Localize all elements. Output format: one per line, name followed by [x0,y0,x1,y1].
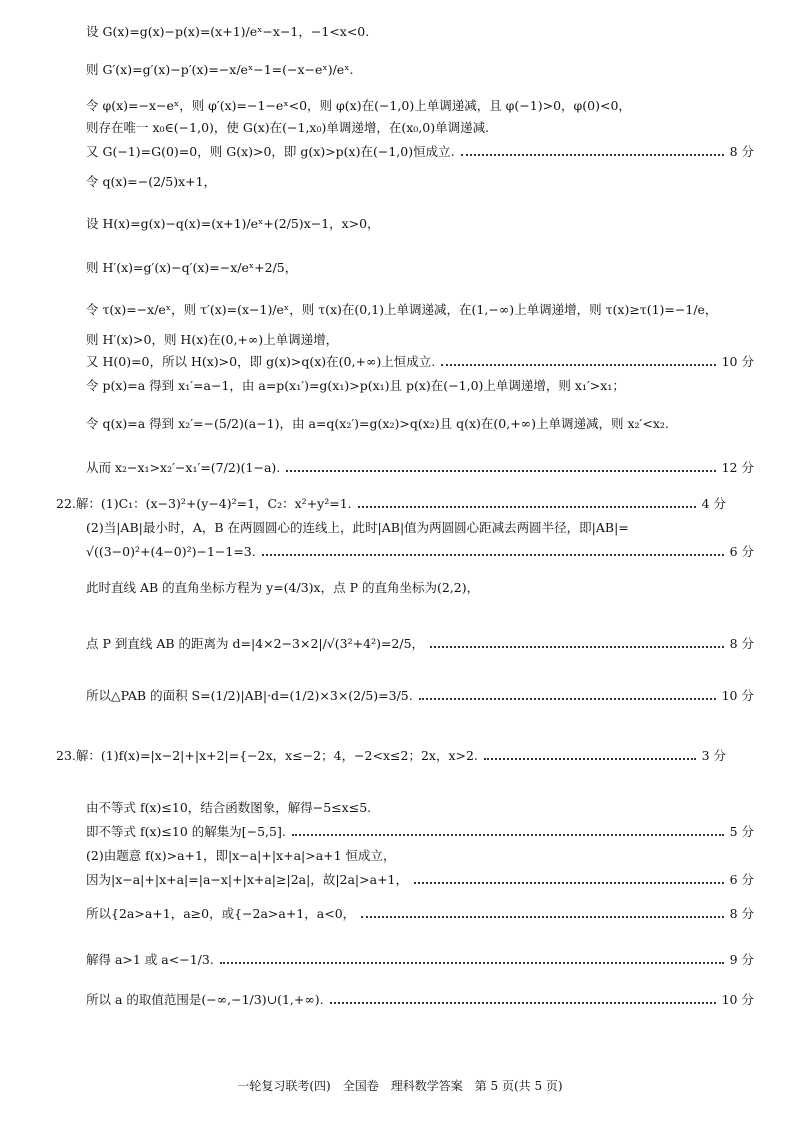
line-text: 解得 a>1 或 a<−1/3. [86,952,214,967]
score-label: 10 分 [721,354,754,369]
scored-line [86,458,754,478]
dot-leader [430,646,724,648]
line-text: 所以△PAB 的面积 S=(1/2)|AB|·d=(1/2)×3×(2/5)=3/5. [86,688,413,703]
text-line: 设 H(x)=g(x)−q(x)=(x+1)/eˣ+(2/5)x−1，x>0， [86,216,380,231]
dot-leader [358,506,696,508]
text-line: 令 q(x)=a 得到 x₂′=−(5/2)(a−1)，由 a=q(x₂′)=g(x₂)>q(x₂)且 q(x)在(0,+∞)上单调递减，则 x₂′<x₂. [86,416,669,431]
scored-line [86,822,754,842]
line-text: 又 H(0)=0，所以 H(x)>0，即 g(x)>q(x)在(0,+∞)上恒成立. [86,354,436,369]
dot-leader [414,882,724,884]
line-text: 即不等式 f(x)≤10 的解集为[−5,5]. [86,824,286,839]
dot-leader [292,834,724,836]
score-label: 8 分 [729,636,754,651]
score-label: 8 分 [729,144,754,159]
scored-line [86,352,754,372]
score-label: 8 分 [729,906,754,921]
dot-leader [220,962,724,964]
text-line: 令 q(x)=−(2/5)x+1， [86,174,217,189]
text-line: 令 p(x)=a 得到 x₁′=a−1，由 a=p(x₁′)=g(x₁)>p(x₁)且 p(x)在(−1,0)上单调递增，则 x₁′>x₁； [86,378,625,393]
dot-leader [419,698,716,700]
score-label: 5 分 [729,824,754,839]
line-text: 点 P 到直线 AB 的距离为 d=|4×2−3×2|/√(3²+4²)=2/5， [86,636,425,651]
score-label: 12 分 [721,460,754,475]
line-text: 所以 a 的取值范围是(−∞,−1/3)∪(1,+∞). [86,992,324,1007]
text-line: (2)当|AB|最小时，A，B 在两圆圆心的连线上，此时|AB|值为两圆圆心距减去两圆半径，即|AB|= [86,520,629,535]
dot-leader [286,470,715,472]
scored-line [56,494,726,514]
scored-line [86,142,754,162]
text-line: 设 G(x)=g(x)−p(x)=(x+1)/eˣ−x−1，−1<x<0. [86,24,370,39]
text-line: (2)由题意 f(x)>a+1，即|x−a|+|x+a|>a+1 恒成立， [86,848,396,863]
score-label: 10 分 [721,992,754,1007]
dot-leader [484,758,696,760]
scored-line [86,990,754,1010]
line-text: 从而 x₂−x₁>x₂′−x₁′=(7/2)(1−a). [86,460,281,475]
line-text: 所以{2a>a+1，a≥0，或{−2a>a+1，a<0， [86,906,356,921]
text-line: 则存在唯一 x₀∈(−1,0)，使 G(x)在(−1,x₀)单调递增，在(x₀,0)单调递减. [86,120,490,135]
scored-line [86,634,754,654]
line-text: 22.解：(1)C₁：(x−3)²+(y−4)²=1，C₂：x²+y²=1. [56,496,352,511]
scored-line [86,686,754,706]
page-footer: 一轮复习联考(四) 全国卷 理科数学答案 第 5 页(共 5 页) [237,1079,563,1093]
scored-line [86,904,754,924]
line-text: √((3−0)²+(4−0)²)−1−1=3. [86,544,256,559]
dot-leader [330,1002,716,1004]
score-label: 4 分 [701,496,726,511]
dot-leader [441,364,715,366]
scored-line [86,950,754,970]
line-text: 因为|x−a|+|x+a|=|a−x|+|x+a|≥|2a|，故|2a|>a+1， [86,872,408,887]
score-label: 6 分 [729,872,754,887]
dot-leader [262,554,724,556]
line-text: 又 G(−1)=G(0)=0，则 G(x)>0，即 g(x)>p(x)在(−1,0)恒成立. [86,144,455,159]
text-line: 则 H′(x)=g′(x)−q′(x)=−x/eˣ+2/5， [86,260,298,275]
scored-line [86,870,754,890]
scored-line [56,746,726,766]
score-label: 6 分 [729,544,754,559]
text-line: 此时直线 AB 的直角坐标方程为 y=(4/3)x，点 P 的直角坐标为(2,2)， [86,580,480,595]
text-line: 令 τ(x)=−x/eˣ，则 τ′(x)=(x−1)/eˣ，则 τ(x)在(0,1)上单调递减，在(1,−∞)上单调递增，则 τ(x)≥τ(1)=−1/e， [86,302,718,317]
score-label: 9 分 [729,952,754,967]
scored-line [86,542,754,562]
dot-leader [361,916,723,918]
score-label: 3 分 [701,748,726,763]
line-text: 23.解：(1)f(x)=|x−2|+|x+2|={−2x，x≤−2；4，−2<x≤2；2x，x>2. [56,748,478,763]
text-line: 则 G′(x)=g′(x)−p′(x)=−x/eˣ−1=(−x−eˣ)/eˣ. [86,62,354,77]
score-label: 10 分 [721,688,754,703]
text-line: 则 H′(x)>0，则 H(x)在(0,+∞)上单调递增， [86,332,339,347]
text-line: 由不等式 f(x)≤10，结合函数图象，解得−5≤x≤5. [86,800,372,815]
dot-leader [461,154,724,156]
text-line: 令 φ(x)=−x−eˣ，则 φ′(x)=−1−eˣ<0，则 φ(x)在(−1,0)上单调递减，且 φ(−1)>0，φ(0)<0， [86,98,631,113]
